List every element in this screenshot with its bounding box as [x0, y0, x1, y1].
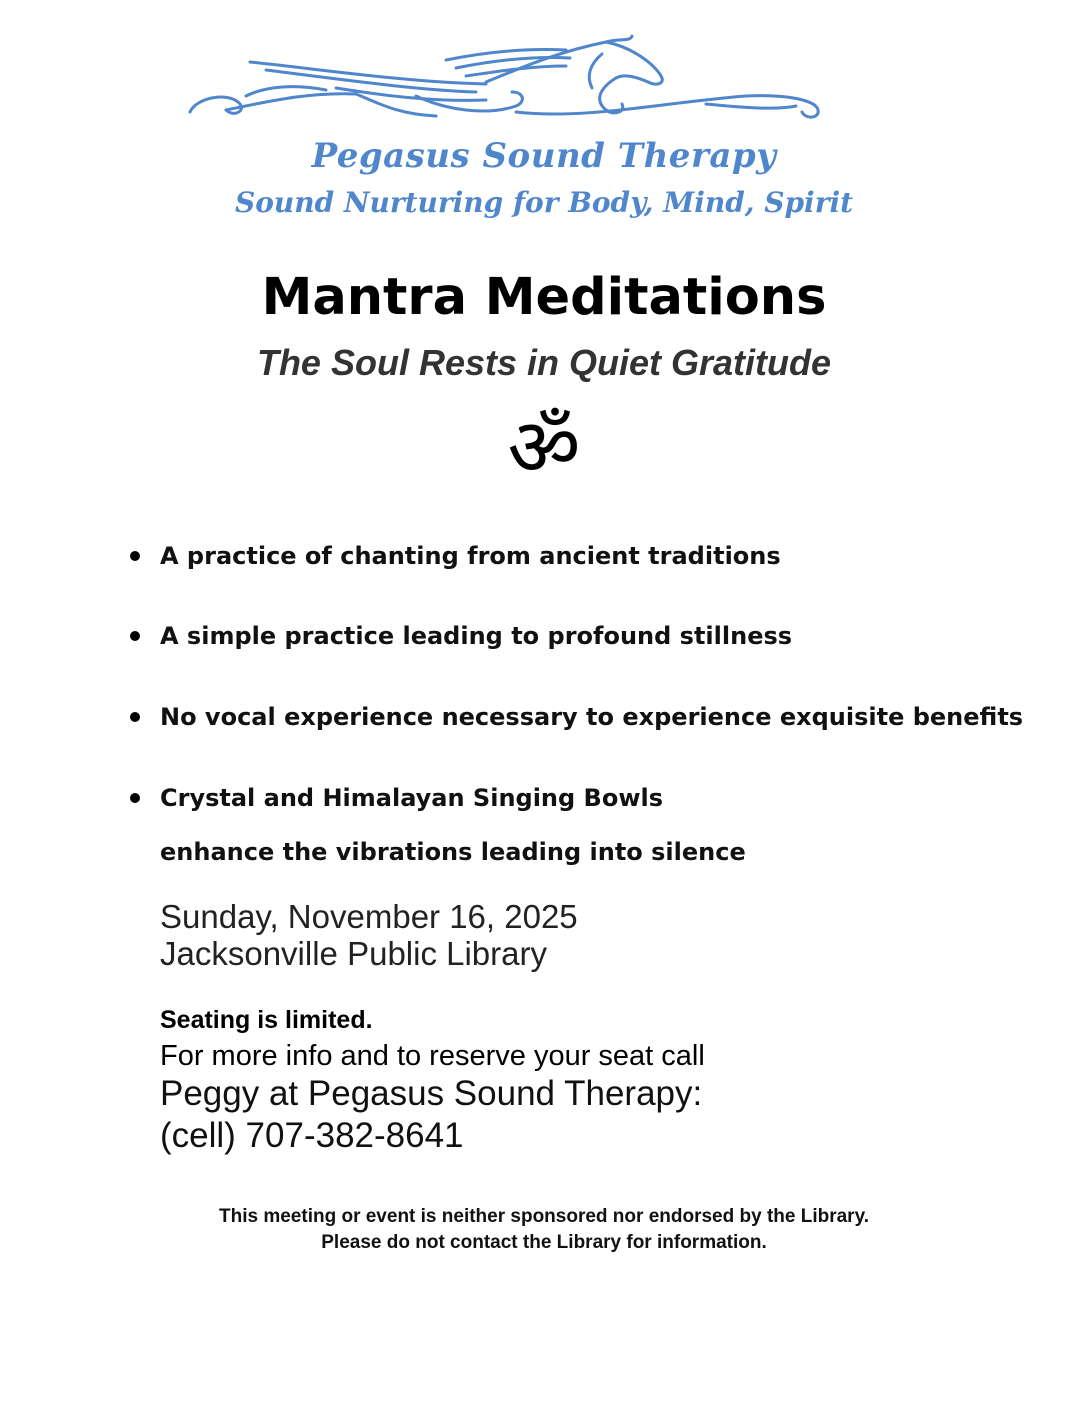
bullet-icon [130, 551, 140, 561]
bullet-icon [130, 793, 140, 803]
disclaimer-line-2: Please do not contact the Library for information. [321, 1232, 767, 1253]
contact-name: Peggy at Pegasus Sound Therapy: [160, 1074, 703, 1113]
list-item-text: A simple practice leading to profound stillness [160, 622, 793, 650]
disclaimer [0, 1204, 1088, 1256]
event-subtitle: The Soul Rests in Quiet Gratitude [256, 342, 832, 383]
reservation-info: For more info and to reserve your seat call [160, 1040, 705, 1072]
seating-note: Seating is limited. [160, 1006, 373, 1034]
list-item [128, 536, 781, 576]
list-item-text: Crystal and Himalayan Singing Bowls [160, 784, 664, 812]
event-details [160, 898, 578, 972]
contact-phone: (cell) 707-382-8641 [160, 1116, 464, 1155]
organization-name: Pegasus Sound Therapy [311, 136, 777, 176]
pegasus-horse-icon [186, 30, 826, 130]
event-location: Jacksonville Public Library [160, 935, 547, 972]
list-item [128, 616, 792, 656]
list-item-text: No vocal experience necessary to experience exquisite benefits [160, 703, 1024, 731]
organization-tagline: Sound Nurturing for Body, Mind, Spirit [234, 186, 854, 219]
list-item [128, 697, 1023, 737]
event-title: Mantra Meditations [261, 268, 827, 327]
list-item-continuation: enhance the vibrations leading into silence [160, 838, 746, 866]
list-item [128, 778, 746, 872]
om-icon: ॐ [507, 401, 581, 494]
list-item-text: A practice of chanting from ancient traditions [160, 542, 781, 570]
disclaimer-line-1: This meeting or event is neither sponsored nor endorsed by the Library. [219, 1206, 869, 1227]
event-date: Sunday, November 16, 2025 [160, 898, 578, 935]
bullet-icon [130, 712, 140, 722]
bullet-icon [130, 631, 140, 641]
